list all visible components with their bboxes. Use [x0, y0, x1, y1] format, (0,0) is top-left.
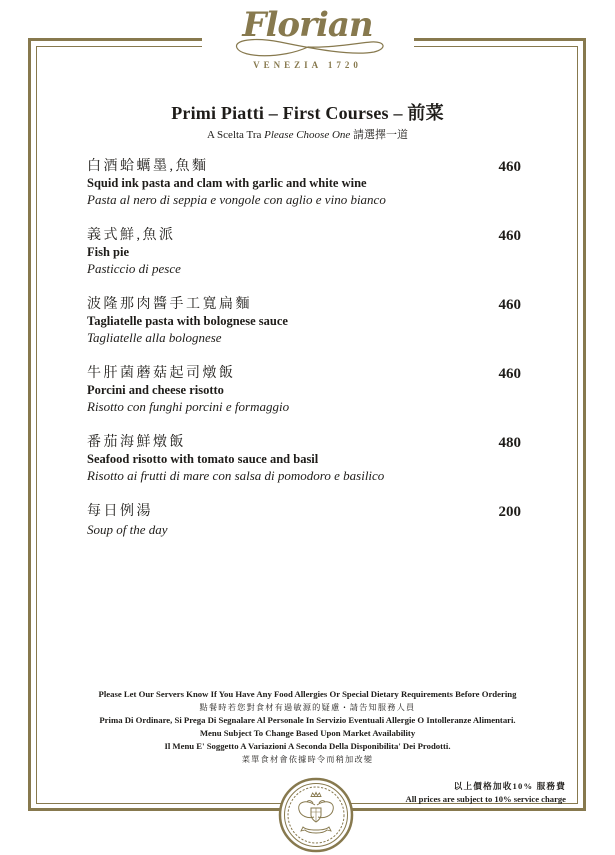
dish-name-en: Seafood risotto with tomato sauce and basil: [87, 452, 319, 467]
brand-location: VENEZIA 1720: [253, 59, 362, 70]
dish-text: [87, 503, 168, 537]
subtitle-prefix: A Scelta Tra: [206, 129, 265, 141]
disclaimer-line: Prima Di Ordinare, Si Prega Di Segnalare Al Personale In Servizio Eventuali Allergie O Intolleranze Alimentari.: [99, 715, 516, 725]
service-charge-cjk: 以上價格加收10% 服務費: [453, 781, 566, 791]
menu-item-seafood-risotto: [87, 434, 521, 484]
dish-name-en: Fish pie: [87, 245, 130, 260]
dish-name-en: Porcini and cheese risotto: [87, 383, 224, 398]
dish-name-it: Soup of the day: [87, 521, 168, 537]
dish-name-en: Squid ink pasta and clam with garlic and white wine: [87, 176, 367, 191]
disclaimer-line: 點餐時若您對食材有過敏源的疑慮・請告知服務人員: [199, 703, 416, 712]
menu-item-tagliatelle: [87, 296, 521, 346]
menu-item-porcini-risotto: [87, 365, 521, 415]
menu-item-fish-pie: [87, 227, 521, 277]
subtitle-cjk: 請選擇一道: [350, 129, 409, 141]
dish-text: [87, 365, 289, 415]
dish-price: 460: [498, 366, 521, 383]
dish-price: 460: [498, 228, 521, 245]
dish-text: [87, 158, 386, 208]
dish-name-cjk: 義式鮮,魚派: [87, 228, 176, 244]
service-charge-note: [406, 779, 566, 806]
brand-logo: [202, 5, 414, 70]
dish-text: [87, 227, 181, 277]
crest-emblem-icon: [276, 775, 356, 855]
dish-name-it: Risotto con funghi porcini e formaggio: [87, 399, 290, 414]
dish-text: [87, 296, 288, 346]
menu-list: [87, 158, 521, 557]
dish-name-cjk: 番茄海鮮燉飯: [87, 435, 186, 451]
disclaimer-line: 菜單食材會依據時令而稍加改變: [241, 755, 374, 764]
dish-name-cjk: 牛肝菌蘑菇起司燉飯: [87, 366, 236, 382]
dish-text: [87, 434, 384, 484]
page-title: Primi Piatti – First Courses – 前菜: [171, 103, 444, 123]
dish-name-it: Risotto ai frutti di mare con salsa di pomodoro e basilico: [87, 468, 385, 484]
dish-price: 200: [498, 504, 521, 521]
dish-price: 480: [498, 435, 521, 452]
subtitle-italic: Please Choose One: [264, 129, 351, 141]
menu-item-squid-ink-pasta: [87, 158, 521, 208]
dish-name-it: Pasticcio di pesce: [87, 260, 181, 276]
dish-price: 460: [498, 159, 521, 175]
dish-name-it: Pasta al nero di seppia e vongole con aglio e vino bianco: [87, 191, 386, 207]
dish-name-it: Tagliatelle alla bolognese: [87, 329, 222, 345]
dish-name-en: Tagliatelle pasta with bolognese sauce: [87, 314, 288, 329]
disclaimer-line: Please Let Our Servers Know If You Have Any Food Allergies Or Special Dietary Requirements Before Ordering: [98, 689, 517, 699]
disclaimer-block: [40, 688, 575, 766]
page-subtitle: [0, 126, 615, 142]
dish-name-cjk: 白酒蛤蠣墨,魚麵: [87, 159, 209, 174]
menu-item-soup-of-the-day: [87, 503, 521, 537]
brand-name: Florian: [242, 5, 373, 45]
service-charge-en: All prices are subject to 10% service charge: [405, 794, 566, 804]
dish-name-cjk: 波隆那肉醬手工寬扁麵: [87, 297, 252, 313]
dish-name-cjk: 每日例湯: [87, 504, 153, 520]
disclaimer-line: Menu Subject To Change Based Upon Market Availability: [199, 728, 416, 738]
dish-price: 460: [498, 297, 521, 314]
disclaimer-line: Il Menu E' Soggetto A Variazioni A Seconda Della Disponibilita' Dei Prodotti.: [164, 741, 451, 751]
